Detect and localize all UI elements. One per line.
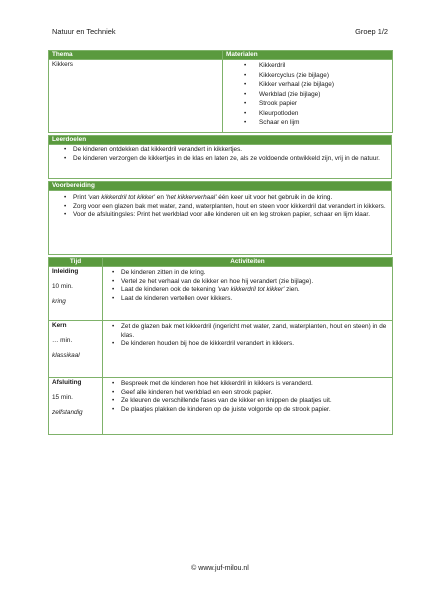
- list-item: • Laat de kinderen vertellen over kikkers.: [106, 295, 389, 304]
- voorbereiding-cell: [49, 191, 392, 255]
- list-item: • Bespreek met de kinderen hoe het kikkerdril in kikkers is veranderd.: [106, 380, 389, 389]
- list-item: • De kinderen ontdekken dat kikkerdril verandert in kikkertjes.: [52, 146, 388, 155]
- materials-heading: Materialen: [223, 51, 393, 60]
- list-item: • Vertel ze het verhaal van de kikker en hoe hij verandert (zie bijlage).: [106, 278, 389, 287]
- list-item: • Geef alle kinderen het werkblad en een strook papier.: [106, 389, 389, 398]
- thema-value: Kikkers: [49, 60, 223, 133]
- list-item: • Zet de glazen bak met kikkerdril (ingericht met water, zand, waterplanten, hout en steen) in de klas.: [106, 323, 389, 340]
- inleiding-time-cell: Inleiding 10 min. kring: [49, 267, 103, 321]
- thema-heading: Thema: [49, 51, 223, 60]
- table-row: [49, 378, 393, 435]
- leerdoelen-cell: [49, 145, 392, 179]
- list-item: • Voor de afsluitingsles: Print het werkblad voor alle kinderen uit en leg stroken papier, schaar en lijm klaar.: [52, 211, 388, 220]
- voorbereiding-heading: Voorbereiding: [49, 182, 392, 191]
- activiteiten-heading: Activiteiten: [103, 258, 393, 267]
- subject-label: Natuur en Techniek: [52, 27, 116, 36]
- kern-time-cell: Kern … min. klassikaal: [49, 321, 103, 378]
- footer-copyright: © www.juf-milou.nl: [191, 565, 249, 572]
- materials-cell: [223, 60, 393, 133]
- list-item: • Kikkercyclus (zie bijlage): [226, 71, 389, 81]
- group-label: Groep 1/2: [355, 27, 388, 36]
- list-item: • Kleurpotloden: [226, 109, 389, 119]
- table-row: [49, 267, 393, 321]
- list-item: • Schaar en lijm: [226, 118, 389, 128]
- list-item: • Ze kleuren de verschillende fases van de kikker en knippen de plaatjes uit.: [106, 397, 389, 406]
- list-item: • De plaatjes plakken de kinderen op de juiste volgorde op de strook papier.: [106, 406, 389, 415]
- list-item: • Print 'van kikkerdril tot kikker' en 'het kikkerverhaal' één keer uit voor het gebruik in de kring.: [52, 194, 388, 203]
- tijd-heading: Tijd: [49, 258, 103, 267]
- list-item: • Strook papier: [226, 99, 389, 109]
- kern-activities: [103, 321, 393, 378]
- voorbereiding-table: [48, 181, 392, 255]
- afsluiting-activities: [103, 378, 393, 435]
- list-item: • De kinderen houden bij hoe de kikkerdril verandert in kikkers.: [106, 340, 389, 349]
- thema-table: [48, 50, 393, 133]
- leerdoelen-table: [48, 135, 392, 179]
- leerdoelen-heading: Leerdoelen: [49, 136, 392, 145]
- list-item: • Zorg voor een glazen bak met water, zand, waterplanten, hout en steen voor kikkerdril dat verandert in kikkers.: [52, 203, 388, 212]
- list-item: • Kikkerdril: [226, 61, 389, 71]
- list-item: • De kinderen verzorgen de kikkertjes in de klas en laten ze, als ze voldoende ontwikkeld zijn, vrij in de natuur.: [52, 155, 388, 164]
- list-item: • Werkblad (zie bijlage): [226, 90, 389, 100]
- list-item: • De kinderen zitten in de kring.: [106, 269, 389, 278]
- list-item: • Kikker verhaal (zie bijlage): [226, 80, 389, 90]
- schedule-table: [48, 257, 393, 435]
- afsluiting-time-cell: Afsluiting 15 min. zelfstandig: [49, 378, 103, 435]
- materials-list: [226, 61, 389, 128]
- list-item: • Laat de kinderen ook de tekening 'van kikkerdril tot kikker' zien.: [106, 286, 389, 295]
- table-row: [49, 321, 393, 378]
- inleiding-activities: [103, 267, 393, 321]
- page-header: [52, 27, 388, 37]
- lesson-plan: [48, 50, 392, 435]
